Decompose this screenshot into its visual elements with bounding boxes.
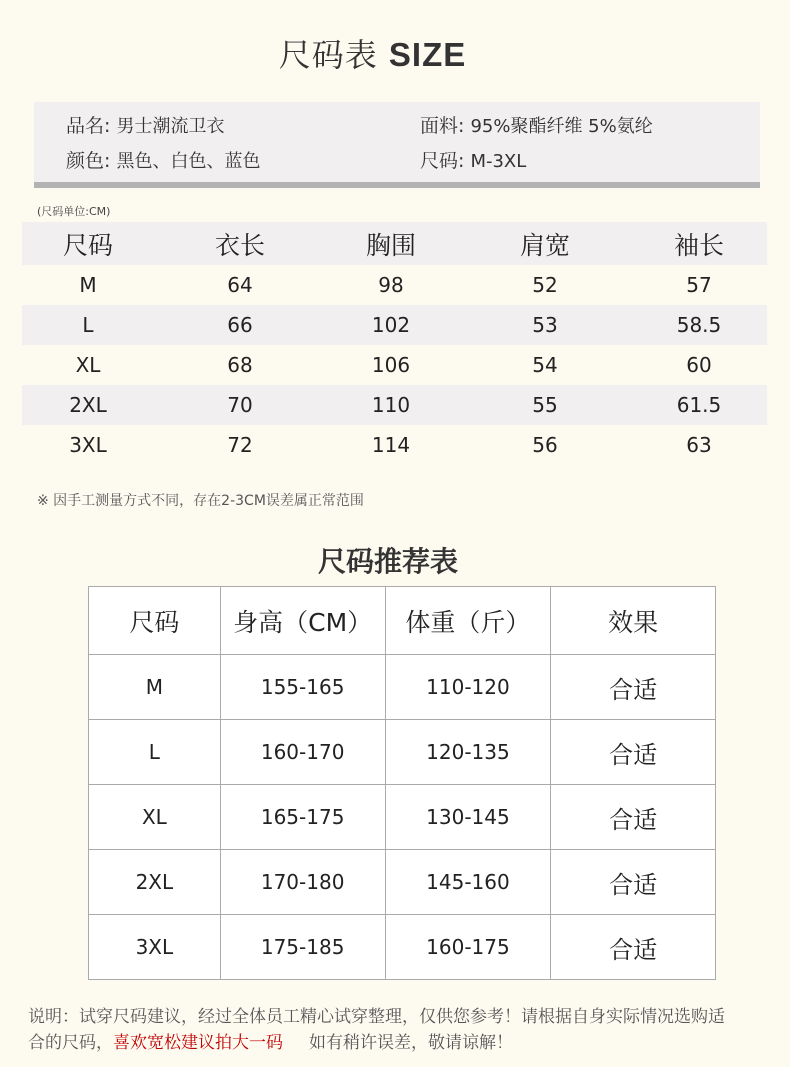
table-cell: 70 (227, 393, 253, 417)
table-cell: 72 (227, 433, 253, 457)
table-cell: 130-145 (385, 785, 551, 850)
table-cell: 52 (532, 273, 558, 297)
table-cell: 3XL (89, 915, 221, 980)
table-row (22, 265, 767, 305)
product-name-label: 品名: (66, 115, 111, 137)
tolerance-note: ※ 因手工测量方式不同，存在2-3CM误差属正常范围 (37, 493, 364, 509)
table-cell: 60 (686, 353, 712, 377)
table-cell: 175-185 (220, 915, 385, 980)
table-row (22, 305, 767, 345)
table-cell: 2XL (69, 393, 107, 417)
footer-note (28, 1004, 773, 1056)
table-cell: 114 (371, 433, 411, 457)
header-cell: 身高（CM） (220, 587, 385, 655)
header-cell: 肩宽 (519, 230, 570, 260)
title-en: SIZE (388, 36, 467, 73)
table-cell: 合适 (551, 850, 716, 915)
table-cell: 160-175 (385, 915, 551, 980)
table-cell: 56 (532, 433, 558, 457)
table-cell: 170-180 (220, 850, 385, 915)
footer-highlight: 喜欢宽松建议拍大一码 (113, 1033, 283, 1053)
table-cell: 106 (371, 353, 411, 377)
fabric-label: 面料: (420, 115, 465, 137)
table-cell: 110-120 (385, 655, 551, 720)
recommend-table-header (89, 587, 716, 655)
header-cell: 尺码 (89, 587, 221, 655)
table-cell: 合适 (551, 915, 716, 980)
table-row (89, 915, 716, 980)
table-cell: 58.5 (676, 313, 722, 337)
product-fabric (420, 111, 653, 138)
info-divider (34, 182, 760, 188)
table-cell: M (89, 655, 221, 720)
table-cell: 3XL (69, 433, 107, 457)
color-value: 黑色、白色、蓝色 (116, 151, 261, 172)
table-cell: 55 (532, 393, 558, 417)
table-cell: 64 (227, 273, 253, 297)
header-cell: 效果 (551, 587, 716, 655)
table-cell: 165-175 (220, 785, 385, 850)
table-cell: 98 (378, 273, 404, 297)
table-row (22, 425, 767, 465)
table-cell: 63 (686, 433, 712, 457)
table-cell: 120-135 (385, 720, 551, 785)
table-cell: 102 (371, 313, 411, 337)
table-cell: 54 (532, 353, 558, 377)
header-cell: 袖长 (673, 230, 724, 260)
table-row (89, 720, 716, 785)
table-cell: 68 (227, 353, 253, 377)
header-cell: 衣长 (214, 230, 265, 260)
recommend-table (88, 586, 716, 980)
table-cell: 合适 (551, 655, 716, 720)
recommend-title: 尺码推荐表 (317, 545, 458, 578)
footer-line-2-end: 如有稍许误差，敬请谅解！ (309, 1033, 513, 1053)
size-table-header (22, 222, 767, 265)
footer-line-1: 说明：试穿尺码建议，经过全体员工精心试穿整理，仅供您参考！请根据自身实际情况选购适 (28, 1007, 725, 1027)
table-cell: XL (89, 785, 221, 850)
footer-line-2-start: 合的尺码， (28, 1033, 113, 1053)
product-name-value: 男士潮流卫衣 (116, 116, 225, 137)
table-cell: 57 (686, 273, 712, 297)
table-row (22, 345, 767, 385)
table-cell: L (82, 313, 94, 337)
header-cell: 尺码 (62, 230, 113, 260)
table-cell: 合适 (551, 720, 716, 785)
table-cell: 2XL (89, 850, 221, 915)
table-row (22, 385, 767, 425)
size-table (22, 222, 767, 465)
size-range-value: M-3XL (470, 151, 527, 172)
table-cell: M (79, 273, 97, 297)
title-cn: 尺码表 (278, 36, 378, 74)
table-row (89, 850, 716, 915)
product-colors (66, 146, 260, 173)
table-cell: 合适 (551, 785, 716, 850)
table-cell: L (89, 720, 221, 785)
table-cell: 110 (371, 393, 411, 417)
table-cell: 145-160 (385, 850, 551, 915)
product-sizes (420, 146, 526, 173)
header-cell: 体重（斤） (385, 587, 551, 655)
table-row (89, 655, 716, 720)
table-cell: 155-165 (220, 655, 385, 720)
table-cell: 66 (227, 313, 253, 337)
footer-line-2 (28, 1030, 773, 1056)
product-name (66, 111, 224, 138)
table-cell: 61.5 (676, 393, 722, 417)
page-title (0, 30, 745, 76)
fabric-value: 95%聚酯纤维 5%氨纶 (470, 116, 653, 137)
table-cell: 160-170 (220, 720, 385, 785)
header-cell: 胸围 (365, 230, 416, 260)
table-cell: 53 (532, 313, 558, 337)
table-cell: XL (75, 353, 101, 377)
color-label: 颜色: (66, 150, 111, 172)
table-row (89, 785, 716, 850)
unit-note: (尺码单位:CM) (37, 205, 111, 218)
size-range-label: 尺码: (420, 150, 465, 172)
